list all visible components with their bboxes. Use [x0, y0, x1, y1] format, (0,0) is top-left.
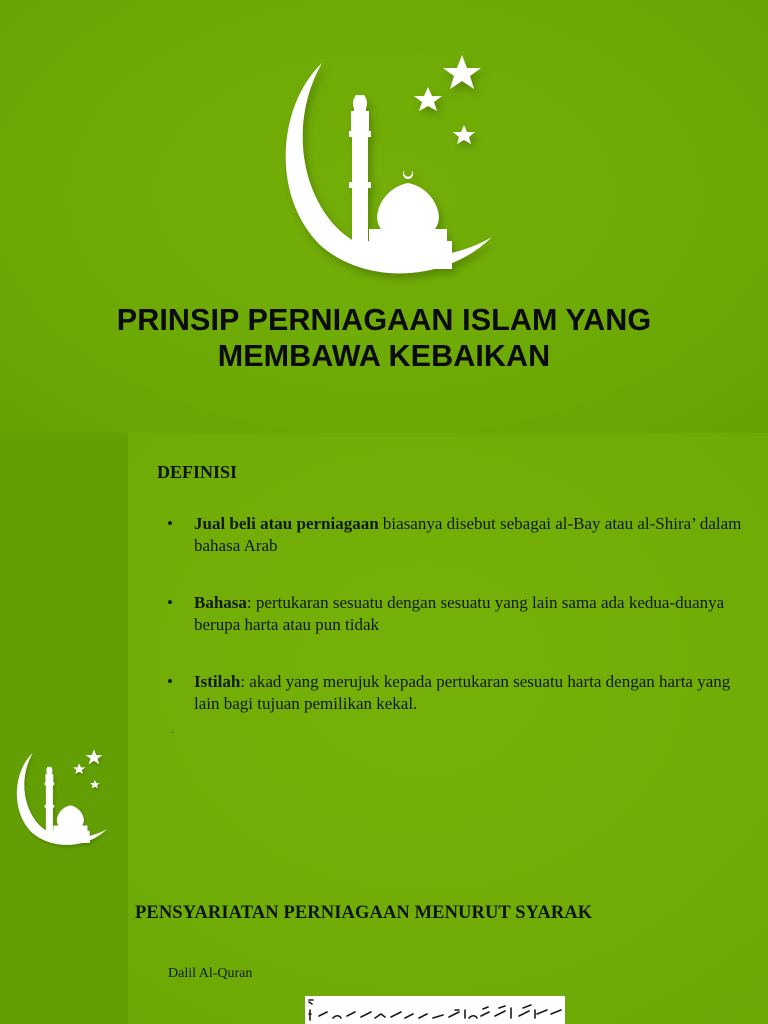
quran-verse-image	[305, 996, 565, 1024]
definition-list	[167, 513, 757, 750]
title-line-2: MEMBAWA KEBAIKAN	[217, 339, 551, 373]
bullet-term: Bahasa	[194, 593, 247, 612]
bullet-text: : akad yang merujuk kepada pertukaran sesuatu harta dengan harta yang lain bagi tujuan pemilikan kekal.	[194, 672, 731, 713]
subheading: Dalil Al-Quran	[168, 966, 253, 981]
list-item	[167, 671, 757, 715]
stray-mark: .	[171, 722, 174, 736]
bullet-text: : pertukaran sesuatu dengan sesuatu yang lain sama ada kedua-duanya berupa harta atau pun tidak	[194, 593, 725, 634]
list-item	[167, 592, 757, 636]
bullet-text: biasanya disebut sebagai al-Bay atau al-Shira’ dalam bahasa Arab	[194, 514, 742, 555]
title-line-1: PRINSIP PERNIAGAAN ISLAM YANG	[116, 303, 652, 337]
list-item	[167, 513, 757, 557]
section-heading: PENSYARIATAN PERNIAGAAN MENURUT SYARAK	[135, 903, 593, 923]
crescent-mosque-stars-icon	[270, 45, 510, 285]
bullet-term: Jual beli atau perniagaan	[194, 514, 379, 533]
sidebar-panel	[0, 433, 128, 1024]
slide-title	[40, 302, 728, 374]
bullet-term: Istilah	[194, 672, 241, 691]
crescent-mosque-stars-icon	[10, 745, 115, 850]
definisi-heading: DEFINISI	[157, 462, 238, 482]
arabic-script-icon	[305, 996, 565, 1024]
